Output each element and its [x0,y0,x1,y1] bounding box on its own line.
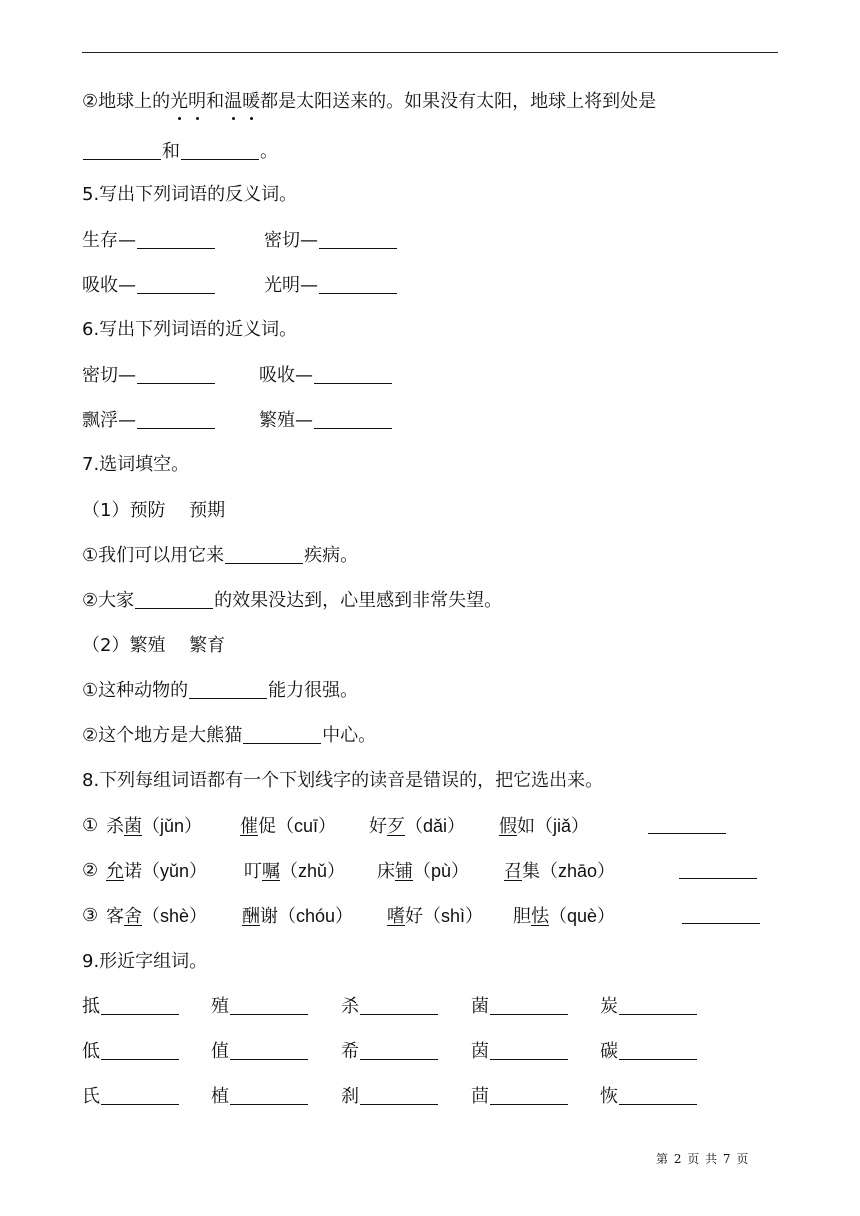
q6-item: 繁殖— [259,409,393,433]
header-rule [82,52,778,53]
answer-blank[interactable] [319,230,397,249]
q9-title: 9.形近字组词。 [82,951,208,972]
q9-char-item: 茴 [471,1085,569,1109]
answer-blank[interactable] [230,1041,308,1060]
q9-char-item: 杀 [341,995,439,1019]
q8-word-item: 召集（zhāo） [504,861,616,882]
q8-word-item: 好歹（dǎi） [369,816,466,837]
q9-char-item: 菌 [471,995,569,1019]
q6-item: 密切— [82,364,216,388]
q8-row-number: ① [82,815,99,836]
answer-blank[interactable] [230,996,308,1015]
answer-blank[interactable] [83,141,161,160]
answer-blank[interactable] [137,275,215,294]
dotted-char: 光 [170,91,189,112]
q8-answer-slot [678,859,758,883]
q9-char-item: 恢 [600,1085,698,1109]
q9-char-item: 值 [211,1040,309,1064]
dotted-char: 温 [224,91,243,112]
answer-blank[interactable] [189,680,267,699]
dotted-char: 明 [188,91,207,112]
dotted-word-wennuan [224,91,260,112]
dotted-char: 暖 [242,91,261,112]
q4-item2-line2: 和 。 [82,140,278,164]
q8-word-item: 假如（jiǎ） [499,816,590,837]
q8-word-item: 叮嘱（zhǔ） [244,861,346,882]
q7-g2-sentence2: ②这个地方是大熊猫 中心。 [82,725,377,746]
answer-blank[interactable] [360,996,438,1015]
answer-blank[interactable] [619,1041,697,1060]
q9-char-item: 碳 [600,1040,698,1064]
answer-blank[interactable] [619,996,697,1015]
q8-word-item: 胆怯（què） [513,906,616,927]
dotted-word-guangming [170,91,206,112]
answer-blank[interactable] [490,1086,568,1105]
q9-char-item: 茵 [471,1040,569,1064]
q5-item: 生存— [82,229,216,253]
answer-blank[interactable] [101,1086,179,1105]
q7-g1-sentence1: ①我们可以用它来 疾病。 [82,545,359,566]
page-footer: 第 2 页 共 7 页 [656,1152,750,1166]
answer-blank[interactable] [181,141,259,160]
q6-item: 吸收— [259,364,393,388]
q9-char-item: 刹 [341,1085,439,1109]
q9-char-item: 低 [82,1040,180,1064]
q8-row-number: ③ [82,905,99,926]
q5-item: 密切— [264,229,398,253]
q6-title: 6.写出下列词语的近义词。 [82,319,298,340]
q9-char-item: 抵 [82,995,180,1019]
q8-answer-slot [681,904,761,928]
q9-char-item: 炭 [600,995,698,1019]
answer-blank[interactable] [682,905,760,924]
answer-blank[interactable] [225,545,303,564]
q8-word-item: 酬谢（chóu） [242,906,354,927]
q7-group1-options: （1）预防 预期 [82,500,226,521]
q8-row-number: ② [82,860,99,881]
q4-item2-line1: ②地球上的光明和温暖都是太阳送来的。如果没有太阳，地球上将到处是 [82,91,657,112]
answer-blank[interactable] [314,410,392,429]
answer-blank[interactable] [135,590,213,609]
q5-title: 5.写出下列词语的反义词。 [82,184,298,205]
q9-char-item: 殖 [211,995,309,1019]
answer-blank[interactable] [101,1041,179,1060]
answer-blank[interactable] [679,860,757,879]
q8-word-item: 杀菌（jǔn） [106,816,203,837]
q8-word-item: 允诺（yǔn） [106,861,208,882]
answer-blank[interactable] [360,1041,438,1060]
q9-char-item: 植 [211,1085,309,1109]
q8-word-item: 床铺（pù） [377,861,470,882]
q8-word-item: 嗜好（shì） [387,906,484,927]
q9-char-item: 氏 [82,1085,180,1109]
q7-title: 7.选词填空。 [82,454,190,475]
answer-blank[interactable] [101,996,179,1015]
q9-char-item: 希 [341,1040,439,1064]
answer-blank[interactable] [319,275,397,294]
q5-item: 光明— [264,274,398,298]
answer-blank[interactable] [243,725,321,744]
q8-word-item: 客舍（shè） [106,906,208,927]
q7-group2-options: （2）繁殖 繁育 [82,635,226,656]
answer-blank[interactable] [648,815,726,834]
q8-title: 8.下列每组词语都有一个下划线字的读音是错误的，把它选出来。 [82,770,604,791]
answer-blank[interactable] [619,1086,697,1105]
answer-blank[interactable] [137,230,215,249]
answer-blank[interactable] [360,1086,438,1105]
answer-blank[interactable] [230,1086,308,1105]
answer-blank[interactable] [314,365,392,384]
q8-word-item: 催促（cuī） [240,816,337,837]
q8-answer-slot [647,814,727,838]
q5-item: 吸收— [82,274,216,298]
q7-g2-sentence1: ①这种动物的 能力很强。 [82,680,359,701]
answer-blank[interactable] [137,410,215,429]
q7-g1-sentence2: ②大家 的效果没达到，心里感到非常失望。 [82,590,503,611]
answer-blank[interactable] [490,1041,568,1060]
q6-item: 飘浮— [82,409,216,433]
answer-blank[interactable] [137,365,215,384]
answer-blank[interactable] [490,996,568,1015]
